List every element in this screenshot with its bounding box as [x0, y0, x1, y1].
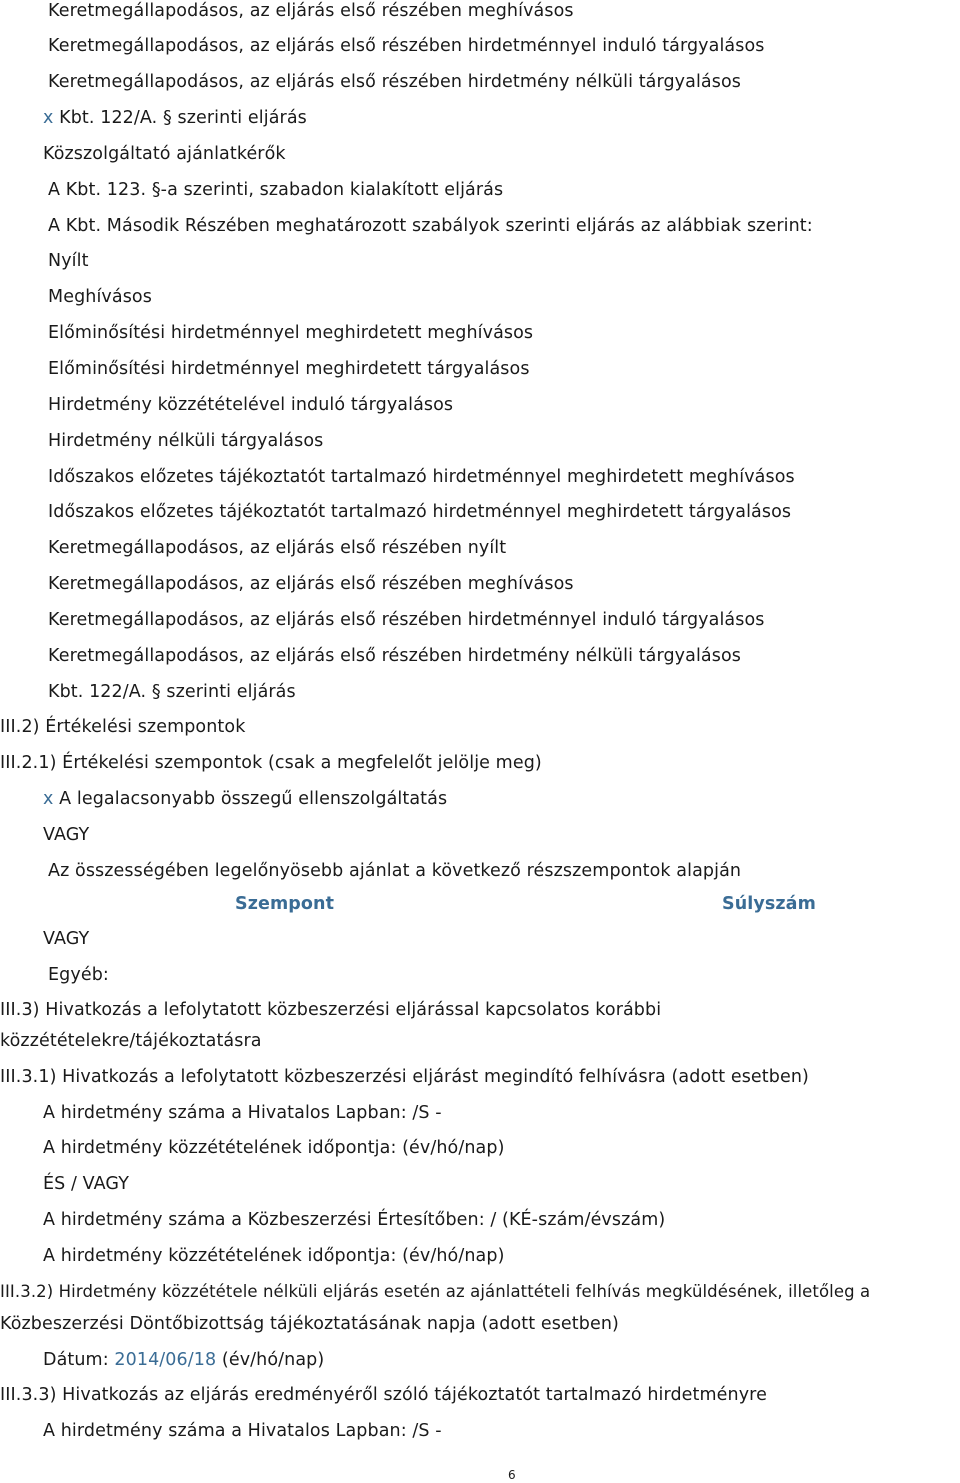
- procedure-item: Keretmegállapodásos, az eljárás első részében hirdetménnyel induló tárgyalásos: [48, 610, 765, 630]
- reference-line: A hirdetmény száma a Hivatalos Lapban: /S -: [43, 1103, 442, 1123]
- section-heading-cont: közzétételekre/tájékoztatásra: [0, 1031, 262, 1051]
- option-line: Keretmegállapodásos, az eljárás első részében meghívásos: [48, 1, 574, 21]
- procedure-item: Előminősítési hirdetménnyel meghirdetett tárgyalásos: [48, 359, 530, 379]
- criteria-label: A legalacsonyabb összegű ellenszolgáltatás: [59, 789, 448, 809]
- subsection-heading: III.3.2) Hirdetmény közzététele nélküli eljárás esetén az ajánlattételi felhívás megküldésének, illetőleg a: [0, 1282, 871, 1301]
- selected-mark: x: [43, 108, 54, 128]
- reference-line: A hirdetmény száma a Közbeszerzési Értesítőben: / (KÉ-szám/évszám): [43, 1210, 666, 1230]
- reference-line: A hirdetmény közzétételének időpontja: (év/hó/nap): [43, 1246, 505, 1266]
- procedure-item: Keretmegállapodásos, az eljárás első részében meghívásos: [48, 574, 574, 594]
- procedure-item: Időszakos előzetes tájékoztatót tartalmazó hirdetménnyel meghirdetett tárgyalásos: [48, 502, 792, 522]
- section-heading: III.2) Értékelési szempontok: [0, 717, 246, 737]
- date-format: (év/hó/nap): [221, 1350, 325, 1370]
- procedure-item: Nyílt: [48, 251, 89, 271]
- criteria-option-selected: [43, 788, 447, 810]
- other-criteria-label: Egyéb:: [48, 965, 109, 985]
- date-value: 2014/06/18: [114, 1350, 217, 1370]
- option-line-selected: [43, 107, 307, 129]
- section-heading: III.3) Hivatkozás a lefolytatott közbeszerzési eljárással kapcsolatos korábbi: [0, 1000, 662, 1020]
- criteria-option: Az összességében legelőnyösebb ajánlat a következő részszempontok alapján: [48, 861, 742, 881]
- or-separator: VAGY: [43, 929, 90, 949]
- procedure-item: Hirdetmény nélküli tárgyalásos: [48, 431, 324, 451]
- reference-line: A hirdetmény közzétételének időpontja: (év/hó/nap): [43, 1138, 505, 1158]
- subsection-heading: III.2.1) Értékelési szempontok (csak a megfelelőt jelölje meg): [0, 753, 542, 773]
- subsection-heading: III.3.3) Hivatkozás az eljárás eredményéről szóló tájékoztatót tartalmazó hirdetményre: [0, 1385, 767, 1405]
- procedure-item: Előminősítési hirdetménnyel meghirdetett meghívásos: [48, 323, 534, 343]
- procedure-item: Keretmegállapodásos, az eljárás első részében nyílt: [48, 538, 507, 558]
- option-line: Keretmegállapodásos, az eljárás első részében hirdetmény nélküli tárgyalásos: [48, 72, 741, 92]
- procedure-item: Kbt. 122/A. § szerinti eljárás: [48, 682, 296, 702]
- subsection-heading-cont: Közbeszerzési Döntőbizottság tájékoztatásának napja (adott esetben): [0, 1314, 619, 1334]
- page-number: 6: [508, 1468, 516, 1482]
- date-label: Dátum:: [43, 1350, 109, 1370]
- option-label: Kbt. 122/A. § szerinti eljárás: [59, 108, 307, 128]
- column-header-szempont: Szempont: [235, 894, 335, 914]
- subsection-heading: III.3.1) Hivatkozás a lefolytatott közbeszerzési eljárást megindító felhívásra (adott esetben): [0, 1067, 809, 1087]
- option-line: A Kbt. Második Részében meghatározott szabályok szerinti eljárás az alábbiak szerint:: [48, 216, 813, 236]
- option-line: Közszolgáltató ajánlatkérők: [43, 144, 286, 164]
- selected-mark: x: [43, 789, 54, 809]
- and-or-separator: ÉS / VAGY: [43, 1174, 129, 1194]
- option-line: A Kbt. 123. §-a szerinti, szabadon kialakított eljárás: [48, 180, 504, 200]
- column-header-sulyszam: Súlyszám: [722, 894, 816, 914]
- or-separator: VAGY: [43, 825, 90, 845]
- procedure-item: Meghívásos: [48, 287, 152, 307]
- option-line: Keretmegállapodásos, az eljárás első részében hirdetménnyel induló tárgyalásos: [48, 36, 765, 56]
- date-line: [43, 1349, 324, 1371]
- procedure-item: Hirdetmény közzétételével induló tárgyalásos: [48, 395, 454, 415]
- procedure-item: Keretmegállapodásos, az eljárás első részében hirdetmény nélküli tárgyalásos: [48, 646, 741, 666]
- procedure-item: Időszakos előzetes tájékoztatót tartalmazó hirdetménnyel meghirdetett meghívásos: [48, 467, 795, 487]
- reference-line: A hirdetmény száma a Hivatalos Lapban: /S -: [43, 1421, 442, 1441]
